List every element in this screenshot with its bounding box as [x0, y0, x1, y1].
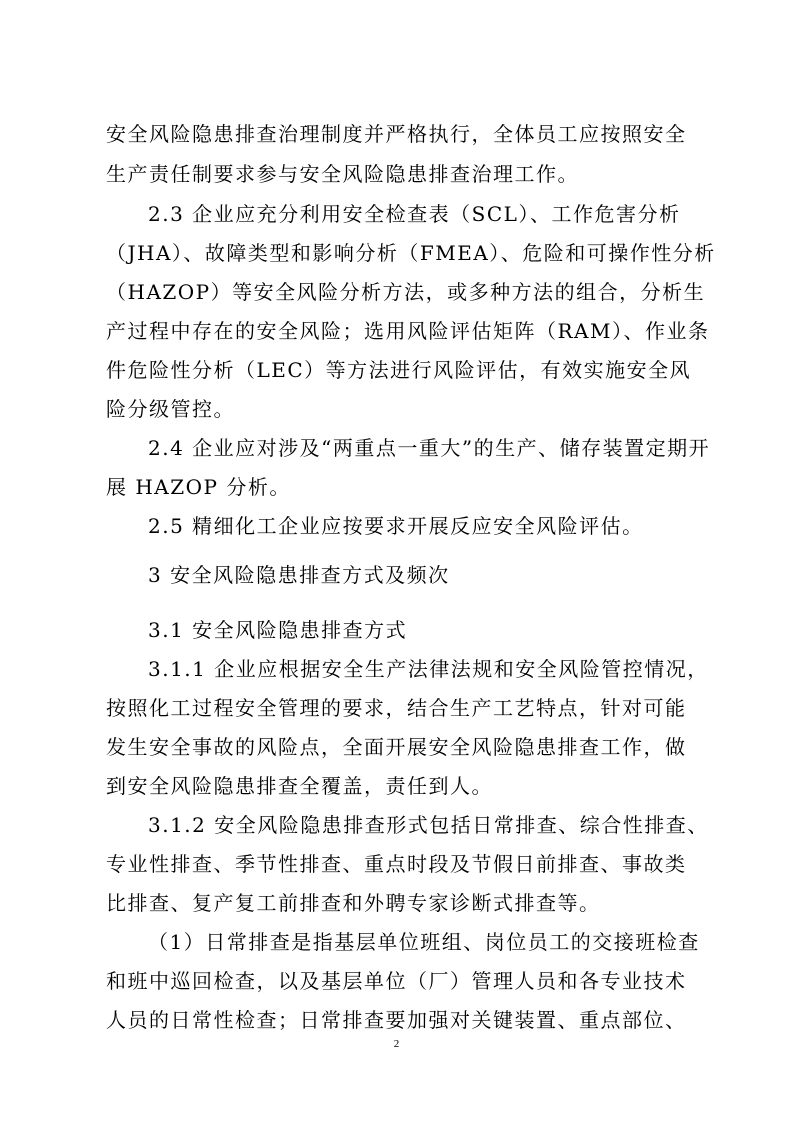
clause-3-1-2: 3.1.2 安全风险隐患排查形式包括日常排查、综合性排查、 — [148, 813, 709, 837]
body-text-line: 人员的日常性检查；日常排查要加强对关键装置、重点部位、 — [106, 1008, 687, 1032]
section-3-heading: 3 安全风险隐患排查方式及频次 — [148, 563, 450, 587]
body-text-line: （JHA）、故障类型和影响分析（FMEA）、危险和可操作性分析 — [106, 241, 716, 265]
body-text-line: 险分级管控。 — [106, 397, 235, 421]
list-item-1: （1）日常排查是指基层单位班组、岗位员工的交接班检查 — [148, 930, 700, 954]
body-text-line: 安全风险隐患排查治理制度并严格执行，全体员工应按照安全 — [106, 122, 687, 146]
subsection-3-1-heading: 3.1 安全风险隐患排查方式 — [148, 618, 408, 642]
clause-3-1-1: 3.1.1 企业应根据安全生产法律法规和安全风险管控情况， — [148, 657, 709, 681]
clause-2-3: 2.3 企业应充分利用安全检查表（SCL）、工作危害分析 — [148, 202, 681, 226]
body-text-line: （HAZOP）等安全风险分析方法，或多种方法的组合，分析生 — [106, 280, 706, 304]
clause-2-4: 2.4 企业应对涉及“两重点一重大”的生产、储存装置定期开 — [148, 436, 711, 460]
body-text-line: 到安全风险隐患排查全覆盖，责任到人。 — [106, 774, 493, 798]
body-text-line: 生产责任制要求参与安全风险隐患排查治理工作。 — [106, 162, 579, 186]
clause-2-5: 2.5 精细化工企业应按要求开展反应安全风险评估。 — [148, 514, 644, 538]
body-text-line: 件危险性分析（LEC）等方法进行风险评估，有效实施安全风 — [106, 358, 692, 382]
body-text-line: 和班中巡回检查，以及基层单位（厂）管理人员和各专业技术 — [106, 969, 687, 993]
body-text-line: 展 HAZOP 分析。 — [106, 475, 291, 499]
body-text-line: 按照化工过程安全管理的要求，结合生产工艺特点，针对可能 — [106, 696, 687, 720]
body-text-line: 专业性排查、季节性排查、重点时段及节假日前排查、事故类 — [106, 852, 687, 876]
body-text-line: 发生安全事故的风险点，全面开展安全风险隐患排查工作，做 — [106, 735, 687, 759]
page-number: 2 — [393, 1038, 400, 1050]
body-text-line: 比排查、复产复工前排查和外聘专家诊断式排查等。 — [106, 891, 601, 915]
body-text-line: 产过程中存在的安全风险；选用风险评估矩阵（RAM）、作业条 — [106, 319, 710, 343]
